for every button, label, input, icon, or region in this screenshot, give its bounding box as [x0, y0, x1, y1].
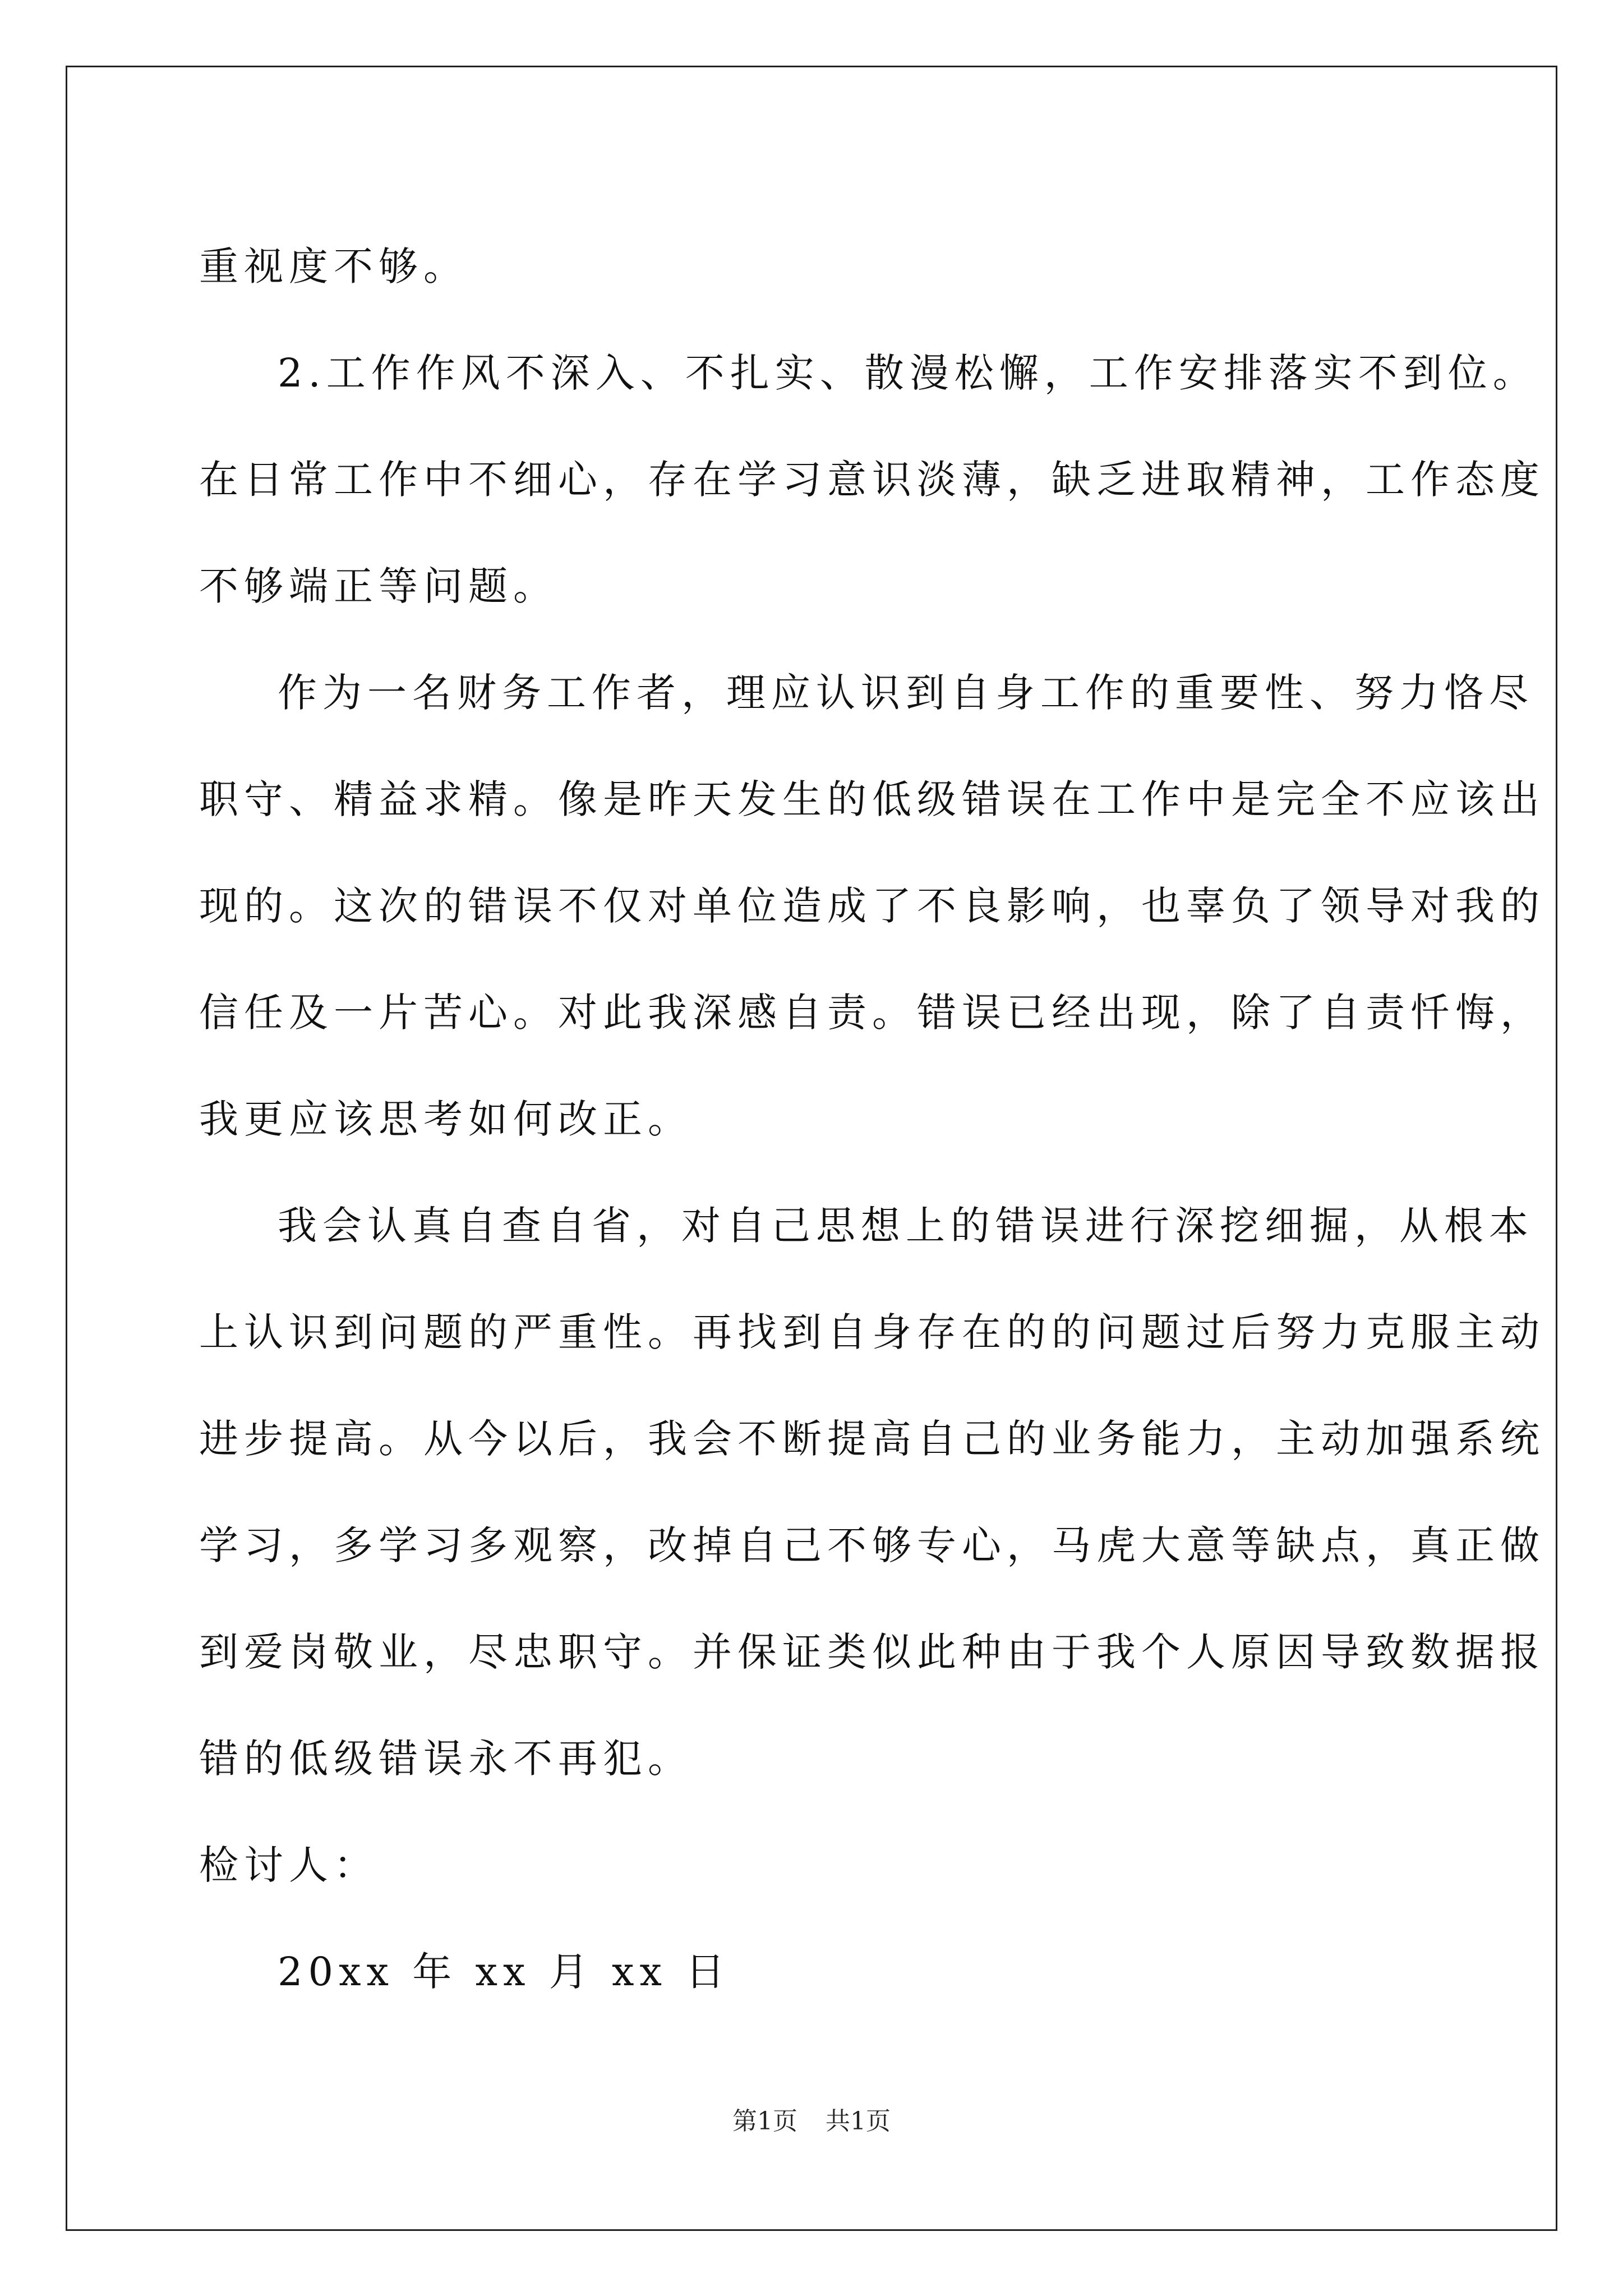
paragraph-line: 我更应该思考如何改正。 [199, 1096, 693, 1142]
paragraph-line: 现的。这次的错误不仅对单位造成了不良影响，也辜负了领导对我的 [199, 883, 1545, 929]
document-body [199, 213, 1545, 2025]
paragraph-line: 不够端正等问题。 [199, 563, 558, 609]
page-number: 第1页 [732, 2107, 797, 2136]
signature-label: 检讨人： [199, 1842, 379, 1888]
date-line: 20xx 年 xx 月 xx 日 [278, 1949, 731, 1995]
paragraph-line: 在日常工作中不细心，存在学习意识淡薄，缺乏进取精神，工作态度 [199, 457, 1545, 503]
paragraph-line: 上认识到问题的严重性。再找到自身存在的的问题过后努力克服主动 [199, 1309, 1545, 1355]
paragraph-line: 重视度不够。 [199, 243, 468, 289]
paragraph-line: 职守、精益求精。像是昨天发生的低级错误在工作中是完全不应该出 [199, 776, 1545, 822]
paragraph-line: 我会认真自查自省，对自己思想上的错误进行深挖细掘，从根本 [278, 1203, 1534, 1249]
paragraph-line: 进步提高。从今以后，我会不断提高自己的业务能力，主动加强系统 [199, 1416, 1545, 1462]
paragraph-line: 信任及一片苦心。对此我深感自责。错误已经出现，除了自责忏悔， [199, 990, 1545, 1036]
paragraph-line: 到爱岗敬业，尽忠职守。并保证类似此种由于我个人原因导致数据报 [199, 1629, 1545, 1675]
page-footer [0, 2101, 1623, 2137]
paragraph-line: 2.工作作风不深入、不扎实、散漫松懈，工作安排落实不到位。 [278, 350, 1538, 396]
paragraph-line: 错的低级错误永不再犯。 [199, 1736, 693, 1782]
paragraph-line: 作为一名财务工作者，理应认识到自身工作的重要性、努力恪尽 [278, 670, 1534, 716]
paragraph-line: 学习，多学习多观察，改掉自己不够专心，马虎大意等缺点，真正做 [199, 1522, 1545, 1568]
page-total: 共1页 [826, 2107, 891, 2136]
